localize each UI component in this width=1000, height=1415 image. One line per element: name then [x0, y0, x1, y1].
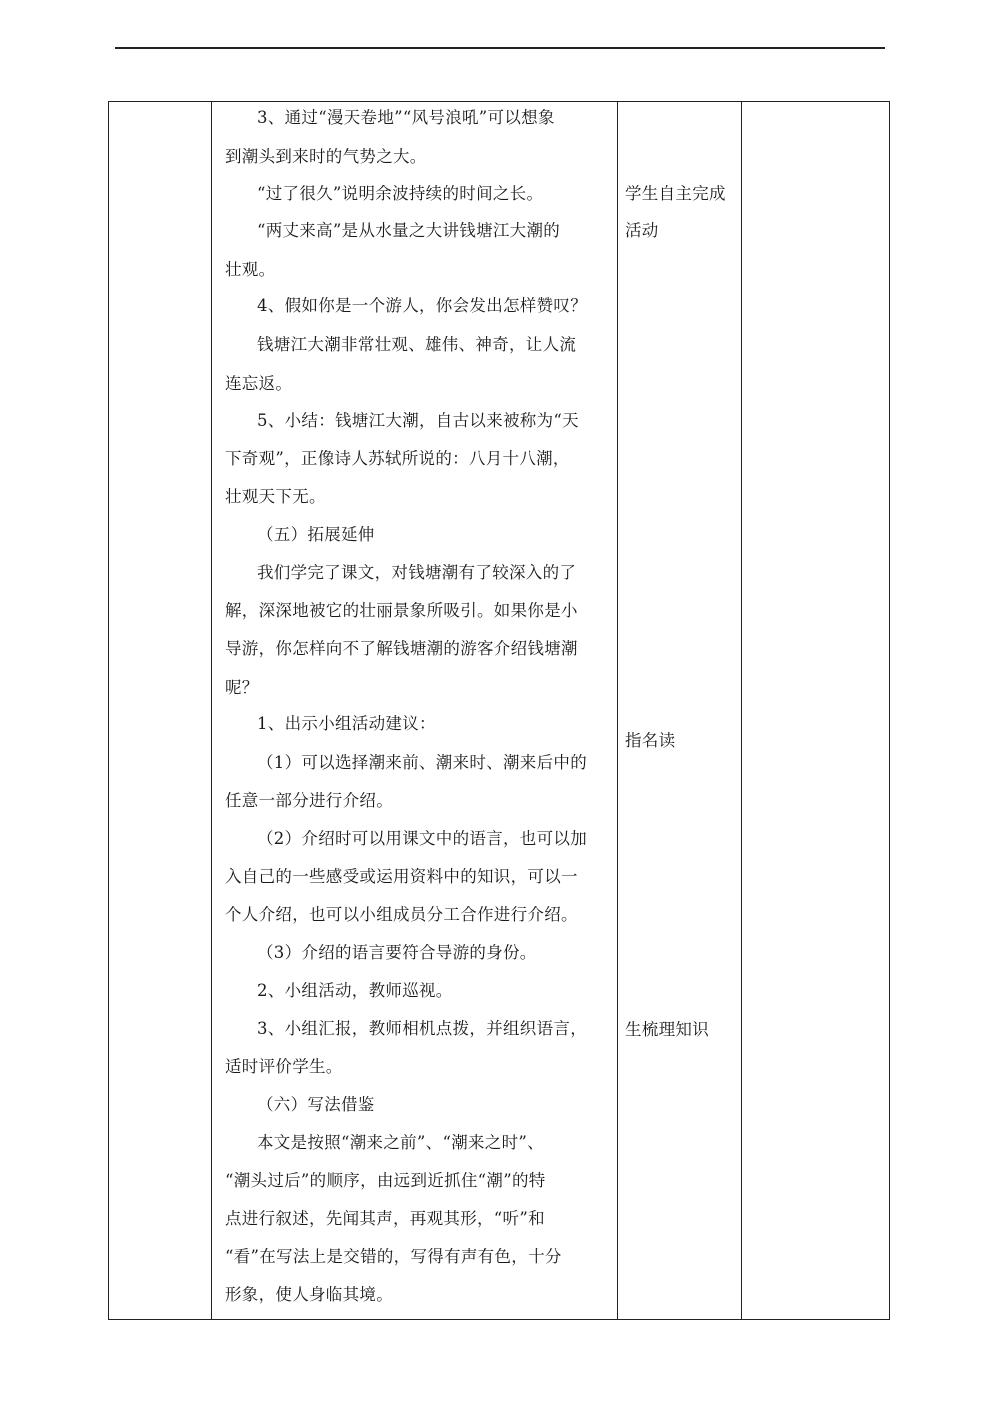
text-line: 钱塘江大潮非常壮观、雄伟、神奇，让人流 [257, 335, 577, 354]
text-line: 导游，你怎样向不了解钱塘潮的游客介绍钱塘潮 [225, 639, 578, 658]
text-line: 5、小结：钱塘江大潮，自古以来被称为“天 [257, 411, 579, 430]
text-line: 呢？ [225, 678, 259, 697]
text-line: 下奇观”，正像诗人苏轼所说的：八月十八潮， [225, 449, 570, 468]
lesson-table [108, 101, 890, 1320]
text-line: 3、小组汇报，教师相机点拨，并组织语言， [257, 1019, 587, 1038]
text-line: 1、出示小组活动建议： [257, 714, 436, 733]
activity-note: 生梳理知识 [625, 1020, 709, 1039]
text-line: （2）介绍时可以用课文中的语言，也可以加 [257, 829, 587, 848]
text-line: 壮观。 [225, 260, 276, 279]
section-heading: （六）写法借鉴 [257, 1095, 375, 1114]
column-divider [617, 102, 618, 1319]
text-line: （1）可以选择潮来前、潮来时、潮来后中的 [257, 753, 587, 772]
text-line: 适时评价学生。 [225, 1057, 343, 1076]
text-line: 到潮头到来时的气势之大。 [225, 147, 427, 166]
text-line: 点进行叙述，先闻其声，再观其形，“听”和 [225, 1209, 545, 1228]
text-line: “看”在写法上是交错的，写得有声有色，十分 [225, 1247, 562, 1266]
activity-note: 学生自主完成 [625, 184, 726, 203]
text-line: 解，深深地被它的壮丽景象所吸引。如果你是小 [225, 601, 578, 620]
text-line: （3）介绍的语言要符合导游的身份。 [257, 943, 537, 962]
text-line: 本文是按照“潮来之前”、“潮来之时”、 [257, 1133, 544, 1152]
text-line: “潮头过后”的顺序，由远到近抓住“潮”的特 [225, 1171, 546, 1190]
text-line: 连忘返。 [225, 374, 293, 393]
text-line: 任意一部分进行介绍。 [225, 791, 393, 810]
activity-note: 指名读 [625, 731, 676, 750]
text-line: 入自己的一些感受或运用资料中的知识，可以一 [225, 867, 578, 886]
section-heading: （五）拓展延伸 [257, 525, 375, 544]
text-line: 我们学完了课文，对钱塘潮有了较深入的了 [257, 563, 577, 582]
activity-note: 活动 [625, 221, 659, 240]
text-line: “过了很久”说明余波持续的时间之长。 [257, 184, 544, 203]
text-line: 壮观天下无。 [225, 487, 326, 506]
text-line: 3、通过“漫天卷地”“风号浪吼”可以想象 [257, 108, 555, 127]
text-line: 4、假如你是一个游人，你会发出怎样赞叹？ [257, 296, 587, 315]
text-line: 形象，使人身临其境。 [225, 1285, 393, 1304]
text-line: “两丈来高”是从水量之大讲钱塘江大潮的 [257, 221, 561, 240]
text-line: 2、小组活动，教师巡视。 [257, 981, 453, 1000]
column-divider [741, 102, 742, 1319]
column-divider [211, 102, 212, 1319]
text-line: 个人介绍，也可以小组成员分工合作进行介绍。 [225, 905, 578, 924]
header-rule [115, 47, 885, 49]
